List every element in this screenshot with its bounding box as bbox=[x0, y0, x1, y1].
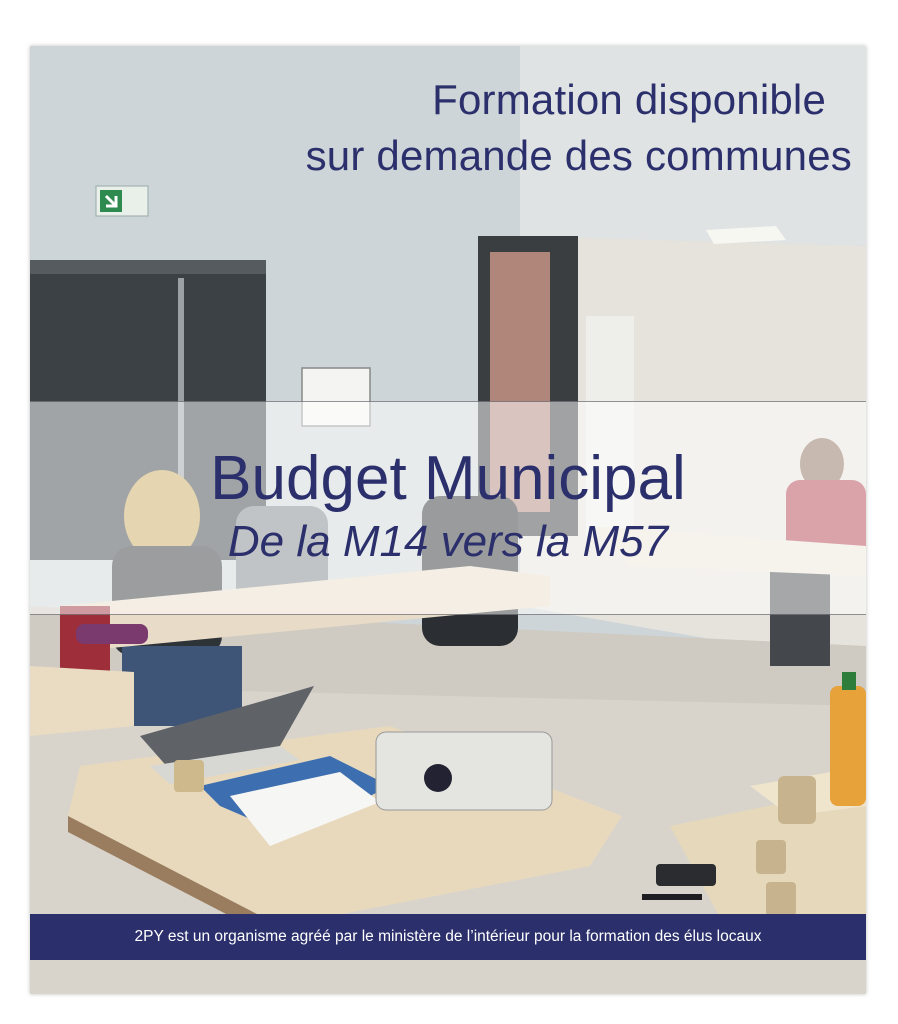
headline-line-1: Formation disponible bbox=[432, 76, 826, 123]
footer-banner bbox=[30, 914, 866, 960]
poster-frame bbox=[30, 46, 866, 994]
title-main: Budget Municipal bbox=[210, 444, 686, 513]
exit-sign bbox=[96, 186, 148, 216]
title-band bbox=[30, 401, 866, 615]
headline-line-2: sur demande des communes bbox=[305, 132, 852, 179]
title-subtitle: De la M14 vers la M57 bbox=[227, 517, 669, 566]
headline bbox=[232, 72, 852, 184]
footer-text: 2PY est un organisme agréé par le ministère de l’intérieur pour la formation des élus locaux bbox=[134, 928, 762, 945]
